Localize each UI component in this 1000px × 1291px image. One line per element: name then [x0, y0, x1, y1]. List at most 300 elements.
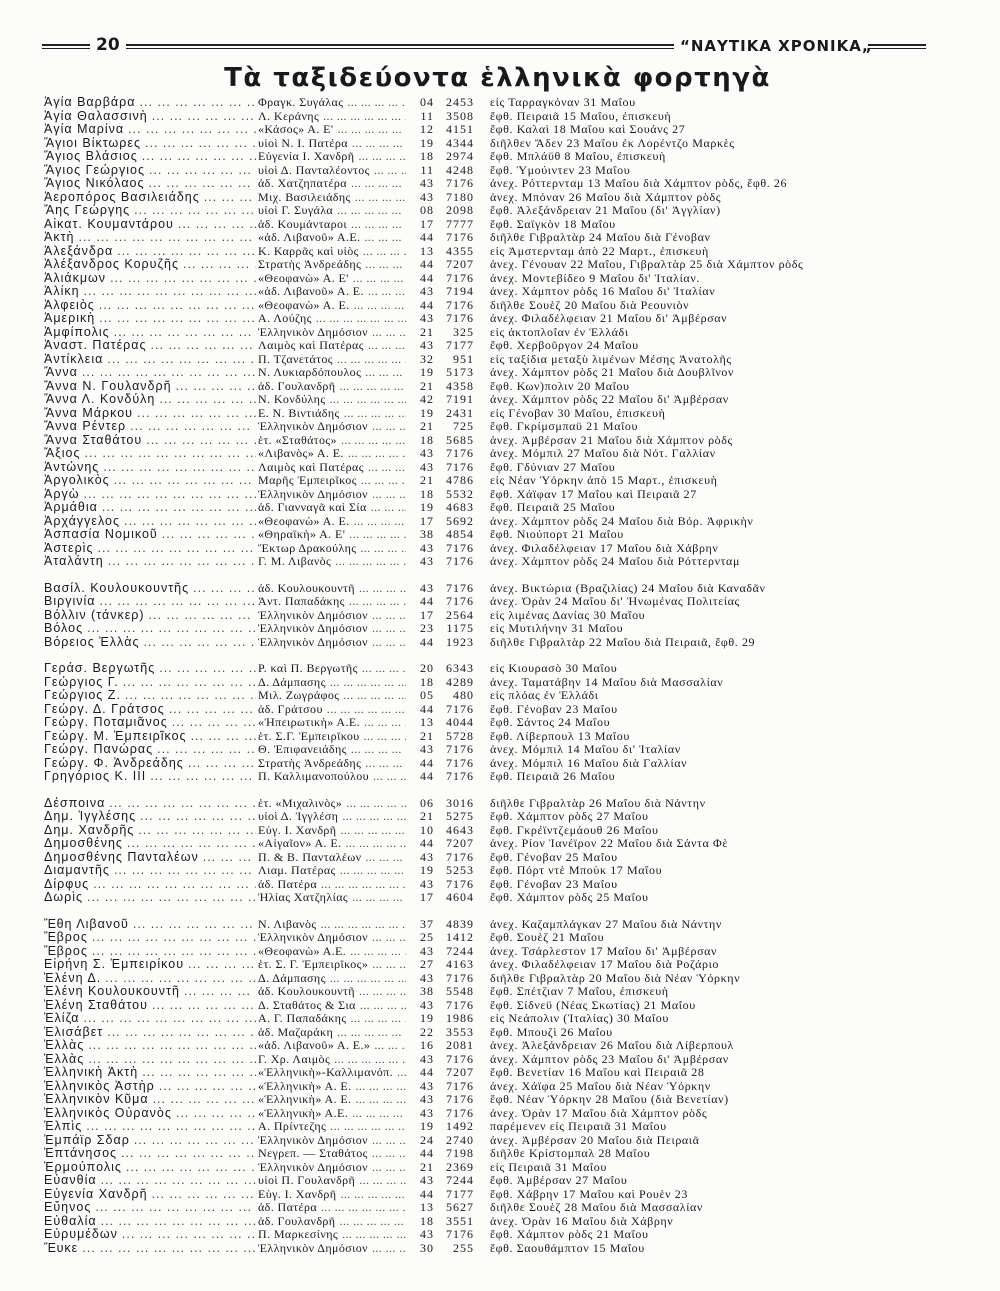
ship-name: Ἄννα Σταθάτου [44, 433, 143, 447]
dot-leader [78, 366, 256, 380]
dot-leader [187, 730, 256, 744]
voyage-status: ἀνεχ. Γένουαν 22 Μαΐου, Γιβραλτὰρ 25 διὰ Χάμπτον ρὸδς [490, 258, 804, 271]
tonnage-cell [434, 393, 474, 407]
dot-leader [340, 407, 406, 421]
ship-owner-cell [258, 96, 406, 110]
ship-owner: ἀδ. Πατέρα [258, 1201, 318, 1214]
ship-name: Ἀταλάντη [44, 555, 104, 568]
built-year: 43 [420, 312, 434, 325]
voyage-status-cell [490, 1188, 688, 1202]
dot-leader [118, 1228, 256, 1242]
voyage-status-cell [490, 1174, 627, 1188]
tonnage: 7207 [446, 258, 474, 271]
tonnage-cell [434, 1201, 474, 1215]
voyage-status: ἔφθ. Χερβοῦργον 24 Μαΐου [490, 339, 639, 352]
ship-row [44, 1188, 924, 1202]
tonnage: 951 [453, 352, 474, 366]
tonnage: 7176 [446, 756, 474, 770]
ship-name-cell [44, 542, 256, 556]
built-year-cell [406, 1161, 434, 1175]
ship-name-cell [44, 204, 256, 218]
ship-name-cell [44, 137, 256, 151]
tonnage: 7777 [446, 217, 474, 231]
dot-leader [342, 797, 406, 811]
ship-owner: Ἑλληνικὸν Δημόσιον [258, 1241, 368, 1255]
voyage-status: ἀνεχ. Μοντεβίδεο 9 Μαΐου δι' Ἰταλίαν. [490, 271, 700, 285]
ship-owner: Ἑλληνικὸν Δημόσιον [258, 608, 368, 622]
built-year-cell [406, 945, 434, 959]
voyage-status-cell [490, 1228, 649, 1242]
tonnage: 2081 [446, 1039, 474, 1052]
ship-name: Ἐμπάϊρ Σδαρ [44, 1133, 130, 1147]
built-year-cell [406, 285, 434, 299]
ship-owner-cell [258, 689, 406, 703]
tonnage-cell [434, 515, 474, 529]
built-year-cell [406, 999, 434, 1013]
ship-name-cell [44, 1053, 256, 1067]
voyage-status: ἔφθ. Σπέτζιαν 7 Μαΐου, ἐπισκευὴ [490, 985, 669, 998]
voyage-status-cell [490, 662, 617, 676]
dot-leader [361, 366, 406, 380]
ship-owner-cell [258, 622, 406, 636]
voyage-status-cell [490, 312, 727, 326]
built-year: 25 [420, 931, 434, 944]
dot-leader [368, 488, 406, 502]
voyage-status-cell [490, 447, 716, 461]
tonnage-cell [434, 299, 474, 313]
ship-name: Ἀρχάγγελος [44, 514, 121, 528]
dot-leader [336, 864, 406, 878]
header-rule-right [868, 44, 926, 49]
tonnage: 7176 [446, 1079, 474, 1093]
ship-name: Ἀργολικὸς [44, 474, 110, 487]
voyage-status: ἔφθ. Κων)πολιν 20 Μαΐου [490, 379, 630, 393]
voyage-status: ἀνεχ. Ταματάβην 14 Μαΐου διὰ Μασσαλίαν [490, 675, 724, 689]
ship-row [44, 272, 924, 286]
dot-leader [393, 1066, 406, 1080]
voyage-status: ἔφθ. Χάμπτον ρὸδς 21 Μαΐου [490, 1228, 649, 1241]
dot-leader [155, 1080, 256, 1094]
ship-name-cell [44, 1026, 256, 1040]
ship-owner: ἀδ. Μαζαράκη [258, 1025, 334, 1039]
ship-owner: Π. Μαρκεσίνης [258, 1228, 339, 1241]
voyage-status-cell [490, 931, 604, 945]
dot-leader [354, 150, 406, 164]
ship-owner: Στρατὴς Ἀνδρεάδης [258, 756, 362, 770]
ship-group [44, 662, 924, 784]
dot-leader [122, 1161, 256, 1175]
voyage-status: ἀνεχ. Χάμπτον ρὸδς 16 Μαΐου δι' Ἰταλίαν [490, 285, 716, 298]
built-year: 21 [420, 729, 434, 743]
tonnage-cell [434, 1080, 474, 1094]
tonnage-cell [434, 864, 474, 878]
voyage-status: ἔφθ. Γκρίμσμπαϋ 21 Μαΐου [490, 420, 639, 433]
built-year-cell [406, 258, 434, 272]
tonnage-cell [434, 891, 474, 905]
tonnage-cell [434, 528, 474, 542]
ship-name-cell [44, 393, 256, 407]
ship-owner-cell [258, 1242, 406, 1256]
ship-owner-cell [258, 1012, 406, 1026]
built-year: 43 [420, 460, 434, 474]
ship-owner-cell [258, 891, 406, 905]
built-year-cell [406, 299, 434, 313]
built-year-cell [406, 770, 434, 784]
ship-owner-cell [258, 110, 406, 124]
dot-leader [179, 258, 256, 272]
dot-leader [326, 972, 406, 986]
tonnage-cell [434, 918, 474, 932]
built-year-cell [406, 797, 434, 811]
ship-name: Ἔβρος [44, 944, 88, 958]
voyage-status-cell [490, 150, 666, 164]
dot-leader [165, 703, 256, 717]
ship-name-cell [44, 420, 256, 434]
dot-leader [368, 931, 406, 945]
tonnage-cell [434, 434, 474, 448]
ship-owner: Ἑλληνικὸν Δημόσιον [258, 325, 368, 339]
ship-row [44, 1066, 924, 1080]
voyage-status-cell [490, 703, 618, 717]
built-year-cell [406, 837, 434, 851]
voyage-status: διῆλθε Γιβραλτὰρ 26 Μαΐου διὰ Νάντην [490, 796, 706, 810]
ship-name-cell [44, 447, 256, 461]
dot-leader [82, 1120, 256, 1134]
built-year: 18 [420, 150, 434, 163]
built-year-cell [406, 420, 434, 434]
ship-owner-cell [258, 366, 406, 380]
dot-leader [326, 676, 406, 690]
ship-owner-cell [258, 326, 406, 340]
dot-leader [326, 1120, 406, 1134]
ship-name-cell [44, 972, 256, 986]
voyage-status-cell [490, 1120, 667, 1134]
dot-leader [74, 231, 256, 245]
dot-leader [347, 218, 406, 232]
built-year-cell [406, 1228, 434, 1242]
tonnage: 7176 [446, 998, 474, 1012]
ship-name: Ἔθη Λιβανοῦ [44, 917, 129, 931]
voyage-status-cell [490, 757, 687, 771]
voyage-status-cell [490, 191, 721, 205]
built-year-cell [406, 150, 434, 164]
tonnage: 2974 [446, 150, 474, 163]
built-year: 43 [420, 743, 434, 756]
ship-owner-cell [258, 931, 406, 945]
dot-leader [79, 488, 256, 502]
dot-leader [97, 1174, 256, 1188]
voyage-status: εἰς λιμένας Δανίας 30 Μαΐου [490, 608, 646, 622]
voyage-status: ἔφθ. Πειραιᾶ 15 Μαΐου, ἐπισκευὴ [490, 109, 672, 123]
dot-leader [105, 797, 256, 811]
voyage-status-cell [490, 1242, 645, 1256]
ship-name-cell [44, 810, 256, 824]
ship-owner: υἱοὶ Δ. Ἰγγλέση [258, 810, 339, 823]
tonnage-cell [434, 1039, 474, 1053]
ship-name-cell [44, 299, 256, 313]
ship-name-cell [44, 96, 256, 110]
ship-row [44, 110, 924, 124]
dot-leader [78, 1242, 256, 1256]
tonnage: 7176 [446, 1106, 474, 1120]
ship-row [44, 218, 924, 232]
ship-name: Ἀναστ. Πατέρας [44, 339, 147, 352]
voyage-status-cell [490, 474, 718, 488]
voyage-status: ἔφθ. Χάμπτον ρὸδς 25 Μαΐου [490, 891, 649, 904]
ship-row [44, 1093, 924, 1107]
voyage-status: ἔφθ. Νιούπορτ 21 Μαΐου [490, 528, 624, 541]
built-year: 12 [420, 123, 434, 136]
built-year: 21 [420, 810, 434, 823]
ship-owner-cell [258, 730, 406, 744]
ship-row [44, 595, 924, 609]
ship-name: Ἀρμάθια [44, 501, 98, 514]
ship-owner: Γ. Χρ. Λαιμὸς [258, 1052, 331, 1066]
built-year-cell [406, 743, 434, 757]
ship-name-cell [44, 609, 256, 623]
tonnage: 7176 [446, 850, 474, 864]
dot-leader [364, 339, 406, 353]
dot-leader [346, 1012, 406, 1026]
voyage-status: ἔφθ. Σαϊγκὸν 18 Μαΐου [490, 217, 616, 231]
dot-leader [355, 1174, 406, 1188]
voyage-status: ἀνεχ. Χάϊφα 25 Μαΐου διὰ Νέαν Ὑόρκην [490, 1079, 711, 1093]
ship-row [44, 191, 924, 205]
ship-owner-cell [258, 474, 406, 488]
tonnage: 7244 [446, 1174, 474, 1187]
tonnage-cell [434, 999, 474, 1013]
tonnage: 5173 [446, 366, 474, 379]
ship-name: Ἀλφειὸς [44, 298, 95, 312]
ship-owner: ἑτ. Σ.Γ. Ἐμπειρῖκου [258, 729, 360, 743]
built-year: 19 [420, 406, 434, 420]
tonnage: 4604 [446, 891, 474, 904]
ship-owner-cell [258, 1174, 406, 1188]
ship-owner: ἀδ. Γράτσου [258, 702, 323, 716]
voyage-status: εἰς Πειραιᾶ 31 Μαΐου [490, 1160, 607, 1174]
built-year-cell [406, 730, 434, 744]
ship-name-cell [44, 110, 256, 124]
voyage-status-cell [490, 299, 689, 313]
ship-row [44, 999, 924, 1013]
built-year-cell [406, 1134, 434, 1148]
dot-leader [106, 272, 256, 286]
ship-row [44, 299, 924, 313]
ship-owner: Ν. Λυκιαρδόπουλος [258, 366, 362, 379]
dot-leader [319, 110, 406, 124]
built-year-cell [406, 1120, 434, 1134]
ship-name: Δημ. Ἰγγλέσης [44, 810, 137, 823]
tonnage-cell [434, 1188, 474, 1202]
ship-row [44, 231, 924, 245]
built-year: 43 [420, 971, 434, 985]
ship-name: Διαμαντῆς [44, 864, 110, 877]
ship-name-cell [44, 218, 256, 232]
built-year-cell [406, 191, 434, 205]
dot-leader [129, 918, 256, 932]
dot-leader [347, 743, 406, 757]
voyage-status-cell [490, 1080, 711, 1094]
built-year: 44 [420, 756, 434, 770]
dot-leader [368, 609, 406, 623]
dot-leader [317, 1201, 406, 1215]
dot-leader [145, 164, 256, 178]
dot-leader [338, 810, 406, 824]
tonnage: 4151 [446, 123, 474, 136]
voyage-status-cell [490, 864, 662, 878]
built-year: 43 [420, 1052, 434, 1066]
built-year-cell [406, 542, 434, 556]
ship-owner-cell [258, 380, 406, 394]
dot-leader [358, 662, 406, 676]
ship-owner: Ἑλληνικὸν Δημόσιον [258, 1133, 368, 1147]
ship-name: Γεώργ. Πανώρας [44, 743, 154, 756]
voyage-status-cell [490, 1147, 650, 1161]
ship-row [44, 1215, 924, 1229]
voyage-status: ἔφθ. Πειραιᾶ 25 Μαΐου [490, 501, 616, 514]
ship-name: Βασίλ. Κουλουκουντῆς [44, 581, 190, 595]
ship-name-cell [44, 461, 256, 475]
ship-owner-cell [258, 150, 406, 164]
tonnage: 1175 [446, 622, 474, 635]
tonnage: 4163 [446, 958, 474, 971]
voyage-status: διῆλθεν Ἄδεν 23 Μαΐου ἐκ Λορέντζο Μαρκὲς [490, 136, 735, 150]
built-year: 04 [420, 96, 434, 109]
tonnage: 7176 [446, 971, 474, 985]
ship-row [44, 285, 924, 299]
tonnage-cell [434, 353, 474, 367]
voyage-status-cell [490, 1039, 734, 1053]
built-year-cell [406, 204, 434, 218]
built-year: 19 [420, 1120, 434, 1133]
voyage-status-cell [490, 488, 697, 502]
ship-name: Ἀντίκλεια [44, 352, 104, 366]
built-year: 44 [420, 1066, 434, 1079]
page-number: 20 [96, 35, 120, 55]
ship-name-cell [44, 488, 256, 502]
voyage-status-cell [490, 676, 723, 690]
ship-name-cell [44, 1188, 256, 1202]
ship-owner-cell [258, 851, 406, 865]
dot-leader [91, 1201, 256, 1215]
tonnage-cell [434, 636, 474, 650]
ship-row [44, 339, 924, 353]
ship-name: Ἁγία Βαρβάρα [44, 96, 136, 109]
ship-name: Ἑλένη Δ. [44, 971, 102, 985]
tonnage-cell [434, 488, 474, 502]
dot-leader [368, 958, 406, 972]
tonnage-cell [434, 285, 474, 299]
voyage-status-cell [490, 393, 729, 407]
built-year: 21 [420, 420, 434, 433]
ship-name: Ἀκτὴ [44, 231, 75, 244]
dot-leader [174, 218, 256, 232]
voyage-status-cell [490, 1053, 729, 1067]
built-year: 06 [420, 796, 434, 810]
ship-name: Ἀμερικὴ [44, 312, 96, 325]
ship-row [44, 582, 924, 596]
ship-row [44, 864, 924, 878]
voyage-status-cell [490, 123, 685, 137]
ship-name-cell [44, 985, 256, 999]
dot-leader [172, 1107, 256, 1121]
tonnage-cell [434, 609, 474, 623]
built-year: 18 [420, 675, 434, 689]
voyage-status-cell [490, 1134, 700, 1148]
tonnage: 255 [453, 1241, 474, 1255]
built-year: 43 [420, 998, 434, 1012]
ship-name-cell [44, 1147, 256, 1161]
voyage-status-cell [490, 407, 665, 421]
ship-name: Ἑλληνικὴ Ἀκτὴ [44, 1066, 139, 1079]
built-year-cell [406, 272, 434, 286]
voyage-status-cell [490, 999, 696, 1013]
voyage-status-cell [490, 164, 630, 178]
dot-leader [368, 420, 406, 434]
tonnage: 4344 [446, 136, 474, 150]
dot-leader [124, 123, 256, 137]
voyage-status: ἔφθ. Μπλάϋθ 8 Μαΐου, ἐπισκευὴ [490, 150, 666, 163]
tonnage-cell [434, 1134, 474, 1148]
ship-row [44, 407, 924, 421]
built-year-cell [406, 1080, 434, 1094]
ship-name: Δημ. Χανδρῆς [44, 823, 135, 837]
ship-row [44, 851, 924, 865]
ship-owner: «Αἰγαῖον» Α. Ε. [258, 837, 342, 850]
ship-name: Ἀλέξανδρος Κορυζῆς [44, 258, 179, 271]
tonnage: 5728 [446, 729, 474, 743]
ship-owner: Εὐγ. Ι. Χανδρῆ [258, 823, 337, 837]
built-year: 43 [420, 1079, 434, 1093]
tonnage-cell [434, 1242, 474, 1256]
ship-name-cell [44, 434, 256, 448]
dot-leader [356, 999, 406, 1013]
ship-row [44, 676, 924, 690]
ship-name-cell [44, 555, 256, 569]
ship-name-cell [44, 1161, 256, 1175]
ship-owner: ἀδ. Κουλουκουντῆ [258, 581, 355, 595]
voyage-status-cell [490, 609, 645, 623]
built-year-cell [406, 864, 434, 878]
ship-owner-cell [258, 515, 406, 529]
built-year: 21 [420, 1160, 434, 1174]
voyage-status-cell [490, 730, 630, 744]
built-year-cell [406, 1201, 434, 1215]
ship-owner: «Κάσος» Α. Ε' [258, 123, 334, 136]
built-year: 43 [420, 1174, 434, 1187]
ship-row [44, 1053, 924, 1067]
ship-row [44, 420, 924, 434]
ship-name-cell [44, 1215, 256, 1229]
tonnage: 7244 [446, 944, 474, 958]
tonnage: 7176 [446, 1228, 474, 1241]
ship-name-cell [44, 191, 256, 205]
voyage-status: ἀνεχ. Ρίον Ἰανέϊρον 22 Μαΐου διὰ Σάντα Φὲ [490, 837, 728, 850]
built-year: 44 [420, 1187, 434, 1201]
tonnage: 7207 [446, 837, 474, 850]
built-year-cell [406, 931, 434, 945]
built-year-cell [406, 164, 434, 178]
ship-owner: υἱοὶ Γ. Συγάλα [258, 204, 334, 217]
built-year: 43 [420, 555, 434, 568]
tonnage-cell [434, 150, 474, 164]
ship-row [44, 245, 924, 259]
ship-owner-cell [258, 824, 406, 838]
tonnage: 7198 [446, 1147, 474, 1160]
voyage-status: ἀνεχ. Ὀρὰν 16 Μαΐου διὰ Χάβρην [490, 1214, 674, 1228]
ship-group [44, 96, 924, 569]
tonnage-cell [434, 676, 474, 690]
